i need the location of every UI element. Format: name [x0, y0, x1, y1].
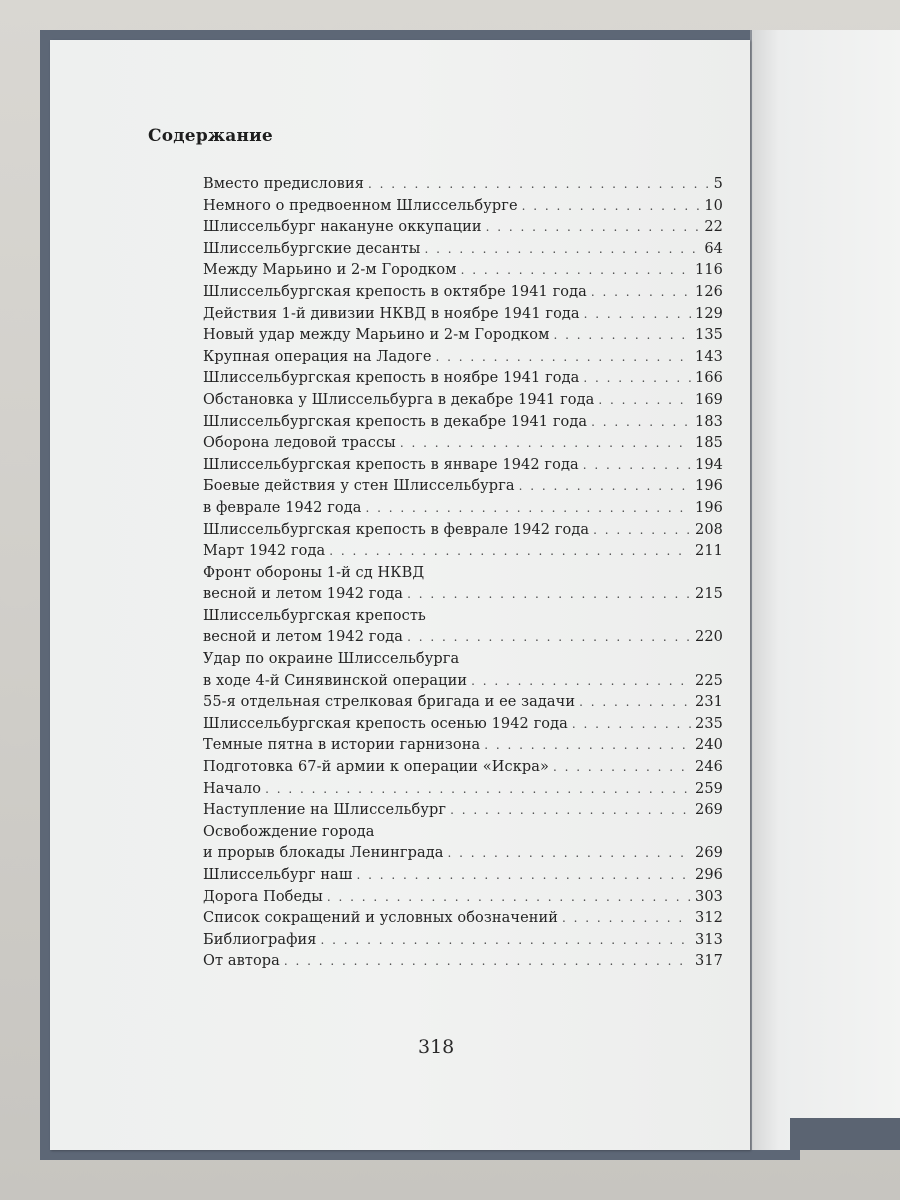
toc-entry-page: 64 — [704, 240, 723, 257]
toc-entry-line — [203, 433, 723, 455]
toc-entry-page: 215 — [695, 586, 723, 603]
toc-entry-line — [203, 908, 723, 930]
toc-entry-title: Темные пятна в истории гарнизона — [203, 737, 481, 754]
toc-entry — [203, 908, 723, 930]
toc-entry-line — [203, 304, 723, 326]
toc-entry-title: Начало — [203, 780, 262, 797]
toc-entry — [203, 390, 723, 412]
toc-entry-title: Подготовка 67-й армии к операции «Искра» — [203, 759, 549, 776]
dot-leader — [591, 412, 691, 434]
toc-entry — [203, 196, 723, 218]
toc-entry-line — [203, 606, 723, 628]
toc-entry-title: Удар по окраине Шлиссельбурга — [203, 651, 460, 668]
toc-entry-title: Шлиссельбургские десанты — [203, 240, 421, 257]
toc-entry — [203, 476, 723, 498]
toc-entry-title: Шлиссельбургская крепость в октябре 1941 года — [203, 283, 587, 300]
dot-leader — [450, 800, 691, 822]
dot-leader — [327, 887, 691, 909]
toc-entry-page: 231 — [695, 694, 723, 711]
dot-leader — [553, 325, 691, 347]
toc-entry-page: 269 — [695, 802, 723, 819]
toc-entry — [203, 887, 723, 909]
toc-entry-line — [203, 692, 723, 714]
toc-entry-line — [203, 671, 723, 693]
dot-leader — [436, 347, 692, 369]
toc-entry — [203, 239, 723, 261]
toc-entry — [203, 260, 723, 282]
toc-entry-title: Фронт обороны 1-й сд НКВД — [203, 564, 425, 581]
toc-entry — [203, 606, 723, 649]
toc-entry — [203, 692, 723, 714]
dot-leader — [598, 390, 691, 412]
toc-entry-line — [203, 325, 723, 347]
toc-entry-title: Крупная операция на Ладоге — [203, 348, 432, 365]
toc-entry-line — [203, 174, 723, 196]
toc-entry-page: 196 — [695, 499, 723, 516]
toc-entry — [203, 930, 723, 952]
toc-entry-title: Шлиссельбургская крепость осенью 1942 года — [203, 715, 568, 732]
dot-leader — [400, 433, 691, 455]
toc-entry-line — [203, 930, 723, 952]
toc-entry-title: Шлиссельбургская крепость в феврале 1942 года — [203, 521, 590, 538]
toc-entry-page: 185 — [695, 435, 723, 452]
toc-entry-title: Действия 1-й дивизии НКВД в ноябре 1941 года — [203, 305, 580, 322]
toc-entry-page: 240 — [695, 737, 723, 754]
toc-entry — [203, 217, 723, 239]
toc-entry-page: 169 — [695, 391, 723, 408]
toc-entry-title: в феврале 1942 года — [203, 499, 362, 516]
toc-entry-title: весной и летом 1942 года — [203, 629, 404, 646]
toc-entry-line — [203, 282, 723, 304]
toc-entry-title: Боевые действия у стен Шлиссельбурга — [203, 478, 515, 495]
toc-entry-title: 55-я отдельная стрелковая бригада и ее задачи — [203, 694, 576, 711]
toc-entry-page: 126 — [695, 283, 723, 300]
toc-entry-page: 296 — [695, 867, 723, 883]
toc-entry-line — [203, 887, 723, 909]
toc-entry-line — [203, 563, 723, 585]
toc-entry-line — [203, 951, 723, 973]
toc-entry-title: весной и летом 1942 года — [203, 586, 404, 603]
toc-entry-page: 22 — [704, 219, 723, 236]
toc-entry-title: Шлиссельбург наш — [203, 867, 353, 883]
dot-leader — [447, 843, 691, 865]
toc-entry-title: Шлиссельбургская крепость в декабре 1941 года — [203, 413, 588, 430]
dot-leader — [321, 930, 691, 952]
toc-entry — [203, 455, 723, 477]
toc-entry-title: Шлиссельбургская крепость — [203, 607, 426, 624]
dot-leader — [572, 714, 691, 736]
toc-entry-line — [203, 520, 723, 542]
toc-entry-page: 116 — [695, 262, 723, 279]
toc-entry — [203, 174, 723, 196]
dot-leader — [368, 174, 710, 196]
toc-entry-page: 259 — [695, 780, 723, 797]
toc-entry — [203, 735, 723, 757]
toc-entry-line — [203, 714, 723, 736]
toc-entry-title: Шлиссельбургская крепость в январе 1942 года — [203, 456, 579, 473]
toc-entry-page: 166 — [695, 370, 723, 387]
toc-entry-page: 303 — [695, 888, 723, 905]
toc-entry-page: 225 — [695, 672, 723, 689]
toc-entry-page: 246 — [695, 759, 723, 776]
toc-entry-line — [203, 779, 723, 801]
dot-leader — [593, 520, 691, 542]
toc-entry-line — [203, 843, 723, 865]
toc-entry-title: Библиография — [203, 931, 317, 948]
toc-entry-line — [203, 390, 723, 412]
dot-leader — [553, 757, 691, 779]
toc-entry-line — [203, 368, 723, 390]
toc-heading: Содержание — [148, 126, 273, 146]
toc-entry — [203, 304, 723, 326]
toc-entry-title: От автора — [203, 953, 280, 970]
toc-entry-page: 269 — [695, 845, 723, 862]
table-of-contents — [203, 174, 723, 973]
dot-leader — [579, 692, 691, 714]
toc-entry-page: 5 — [713, 176, 723, 192]
toc-entry — [203, 541, 723, 563]
toc-entry-page: 129 — [695, 305, 723, 322]
toc-entry-line — [203, 476, 723, 498]
toc-entry-title: Новый удар между Марьино и 2-м Городком — [203, 327, 550, 344]
toc-entry-line — [203, 455, 723, 477]
dot-leader — [424, 239, 700, 261]
toc-entry-page: 183 — [695, 413, 723, 430]
toc-entry-line — [203, 498, 723, 520]
toc-entry-title: Дорога Победы — [203, 888, 323, 905]
book-spine-edge — [790, 1118, 900, 1150]
toc-entry-title: Немного о предвоенном Шлиссельбурге — [203, 197, 518, 214]
toc-entry-line — [203, 260, 723, 282]
toc-entry — [203, 779, 723, 801]
toc-entry — [203, 433, 723, 455]
dot-leader — [522, 196, 701, 218]
dot-leader — [357, 865, 692, 887]
dot-leader — [484, 735, 691, 757]
toc-entry-line — [203, 412, 723, 434]
toc-entry-page: 194 — [695, 456, 723, 473]
book-page — [50, 40, 750, 1150]
toc-entry-title: в ходе 4-й Синявинской операции — [203, 672, 468, 689]
dot-leader — [366, 498, 692, 520]
toc-entry-title: Между Марьино и 2-м Городком — [203, 262, 457, 279]
toc-entry-line — [203, 865, 723, 887]
toc-entry-line — [203, 627, 723, 649]
page-number: 318 — [418, 1036, 455, 1058]
toc-entry — [203, 649, 723, 692]
toc-entry — [203, 822, 723, 865]
toc-entry — [203, 951, 723, 973]
toc-entry — [203, 563, 723, 606]
dot-leader — [583, 455, 691, 477]
toc-entry-title: Оборона ледовой трассы — [203, 435, 396, 452]
toc-entry-line — [203, 584, 723, 606]
toc-entry-line — [203, 649, 723, 671]
toc-entry-line — [203, 757, 723, 779]
dot-leader — [562, 908, 691, 930]
toc-entry-page: 196 — [695, 478, 723, 495]
toc-entry — [203, 865, 723, 887]
dot-leader — [329, 541, 691, 563]
dot-leader — [461, 260, 691, 282]
toc-entry-page: 143 — [695, 348, 723, 365]
toc-entry-line — [203, 196, 723, 218]
toc-entry-line — [203, 347, 723, 369]
toc-entry-page: 211 — [695, 543, 723, 560]
dot-leader — [486, 217, 701, 239]
toc-entry-line — [203, 822, 723, 844]
toc-entry-line — [203, 541, 723, 563]
toc-entry — [203, 412, 723, 434]
toc-entry-page: 220 — [695, 629, 723, 646]
toc-entry — [203, 347, 723, 369]
toc-entry-title: и прорыв блокады Ленинграда — [203, 845, 444, 862]
toc-entry-title: Шлиссельбургская крепость в ноябре 1941 года — [203, 370, 580, 387]
toc-entry-page: 235 — [695, 715, 723, 732]
toc-entry — [203, 800, 723, 822]
dot-leader — [407, 584, 691, 606]
dot-leader — [584, 304, 691, 326]
dot-leader — [519, 476, 691, 498]
toc-entry — [203, 498, 723, 520]
toc-entry-page: 312 — [695, 910, 723, 927]
toc-entry — [203, 325, 723, 347]
toc-entry-page: 317 — [695, 953, 723, 970]
toc-entry — [203, 714, 723, 736]
toc-entry-title: Март 1942 года — [203, 543, 326, 560]
dot-leader — [284, 951, 691, 973]
toc-entry-page: 208 — [695, 521, 723, 538]
toc-entry-title: Освобождение города — [203, 823, 375, 840]
toc-entry — [203, 282, 723, 304]
toc-entry-line — [203, 800, 723, 822]
dot-leader — [583, 368, 691, 390]
toc-entry-page: 10 — [704, 197, 723, 214]
toc-entry-title: Шлиссельбург накануне оккупации — [203, 219, 482, 236]
toc-entry-line — [203, 735, 723, 757]
toc-entry — [203, 757, 723, 779]
toc-entry-title: Список сокращений и условных обозначений — [203, 910, 559, 927]
dot-leader — [407, 627, 691, 649]
toc-entry-title: Наступление на Шлиссельбург — [203, 802, 447, 819]
toc-entry-title: Вместо предисловия — [203, 176, 364, 192]
toc-entry-title: Обстановка у Шлиссельбурга в декабре 1941 года — [203, 391, 595, 408]
dot-leader — [265, 779, 691, 801]
dot-leader — [471, 671, 691, 693]
toc-entry-line — [203, 217, 723, 239]
toc-entry-page: 135 — [695, 327, 723, 344]
toc-entry — [203, 368, 723, 390]
toc-entry-page: 313 — [695, 931, 723, 948]
toc-entry — [203, 520, 723, 542]
dot-leader — [591, 282, 691, 304]
facing-page — [750, 30, 900, 1150]
toc-entry-line — [203, 239, 723, 261]
